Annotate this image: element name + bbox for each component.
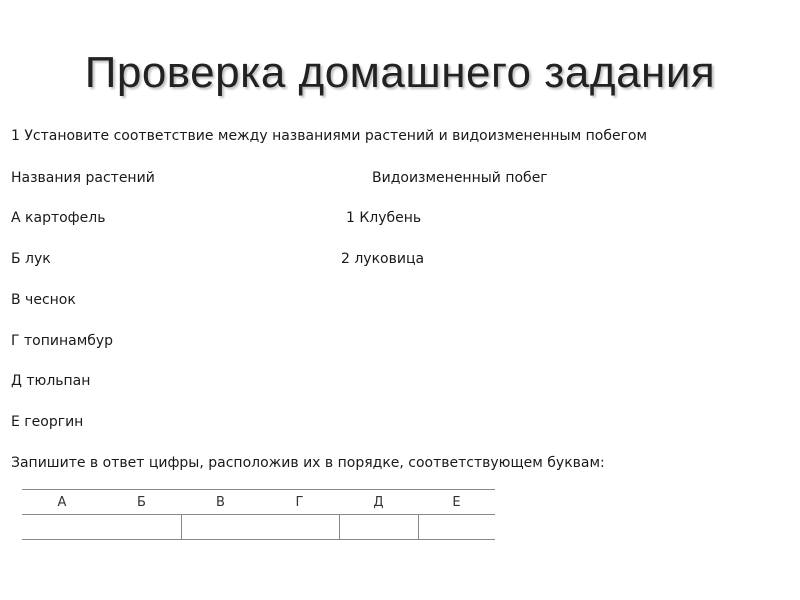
answer-header-cell: Г: [260, 490, 339, 515]
answer-table-header-row: [22, 490, 495, 515]
answer-cell[interactable]: [260, 515, 339, 540]
answer-header-cell: А: [22, 490, 102, 515]
instruction-text: Запишите в ответ цифры, расположив их в порядке, соответствующем буквам:: [11, 455, 605, 471]
answer-cell[interactable]: [22, 515, 102, 540]
answer-cell[interactable]: [181, 515, 260, 540]
plant-item: Г топинамбур: [11, 333, 114, 349]
answer-header-cell: Е: [418, 490, 495, 515]
shoot-item: 1 Клубень: [346, 210, 422, 226]
plants-column-header: Названия растений: [11, 170, 155, 186]
answer-cell[interactable]: [339, 515, 418, 540]
shoot-item: 2 луковица: [341, 251, 425, 267]
answer-table-row: [22, 515, 495, 540]
answer-cell[interactable]: [102, 515, 181, 540]
answer-table: [22, 489, 495, 540]
plant-item: Е георгин: [11, 414, 84, 430]
plant-item: Б лук: [11, 251, 51, 267]
task-statement: 1 Установите соответствие между названиями растений и видоизмененным побегом: [11, 128, 648, 144]
slide-title: Проверка домашнего задания: [84, 48, 716, 97]
shoots-column-header: Видоизмененный побег: [372, 170, 548, 186]
answer-cell[interactable]: [418, 515, 495, 540]
answer-header-cell: В: [181, 490, 260, 515]
plant-item: А картофель: [11, 210, 106, 226]
plant-item: Д тюльпан: [11, 373, 91, 389]
answer-header-cell: Д: [339, 490, 418, 515]
answer-header-cell: Б: [102, 490, 181, 515]
plant-item: В чеснок: [11, 292, 76, 308]
